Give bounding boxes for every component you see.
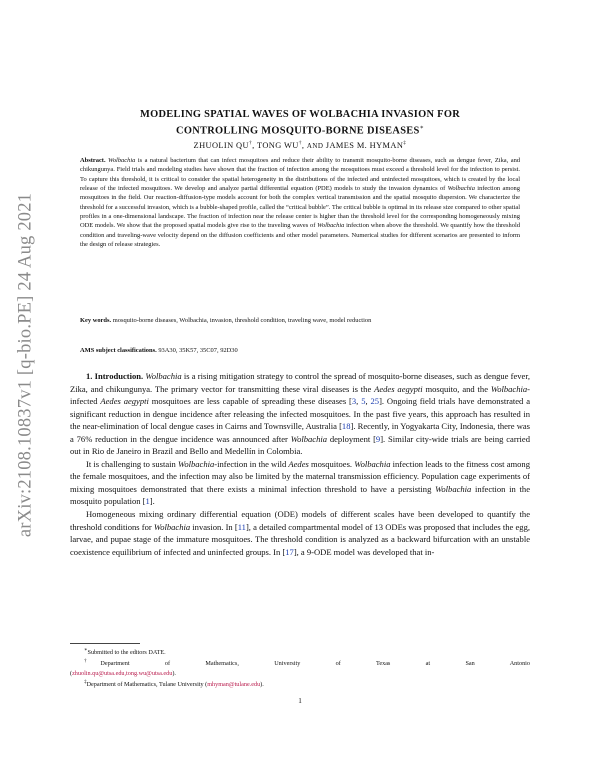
footnote-text: Department of Mathematics, University of Texas at San Antonio <box>100 660 530 668</box>
title-footnote-marker: ∗ <box>419 124 424 131</box>
body-term: Wolbachia <box>354 458 391 469</box>
ams-codes: 93A30, 35K57, 35C07, 92D30 <box>156 347 238 354</box>
body-term: Aedes aegypti <box>100 396 149 407</box>
abstract-label: Abstract. <box>80 157 106 164</box>
body-term: Wolbachia <box>435 483 472 494</box>
page-number: 1 <box>298 697 302 705</box>
body-text: is a rising mitigation strategy to control the spread of mosquito-borne diseases, such as dengue fever, Zika, and chikungunya. The primary vector for transmitting these viral diseases is the <box>70 371 530 394</box>
body-text: ]. Recently, in Yogyakarta City, Indonesia, there was a 76% reduction in the dengue incidence was announced after <box>70 421 530 444</box>
arxiv-identifier-stamp <box>6 170 46 560</box>
author-and: AND <box>306 141 324 150</box>
author-hyman-marker: ‡ <box>403 140 407 146</box>
abstract-text: infection when above the threshold. We quantify how the threshold condition and traveling-wave velocity depend on the diffusion coefficients and other model parameters. Numerical studies for different scenarios are presented to inform the design of release strategies. <box>80 222 520 249</box>
citation-link[interactable]: 9 <box>375 433 381 444</box>
footnote-utsa-emails <box>70 669 530 678</box>
body-text: ], a detailed compartmental model of 13 ODEs was proposed that includes the egg, larvae, and pupae stage of the immature mosquitoes. The threshold condition is analyzed as a backward bifurcation with an unstable coexistence equilibrium of infected and uninfected groups. In [ <box>70 521 530 557</box>
body-text: deployment [ <box>327 433 376 444</box>
footnote-utsa-affiliation <box>70 657 530 668</box>
intro-paragraph-1 <box>70 370 530 458</box>
citation-link[interactable]: 17 <box>285 546 294 557</box>
body-term: Wolbachia <box>178 458 215 469</box>
footnote-marker: ‡ <box>84 679 87 686</box>
body-term: Wolbachia <box>290 433 328 444</box>
intro-paragraph-3 <box>70 508 530 558</box>
footnote-text: ). <box>260 681 264 689</box>
abstract <box>80 156 520 249</box>
body-term: Wolbachia <box>153 521 191 532</box>
author-separator: , <box>252 140 257 150</box>
author-qu-marker: † <box>248 140 253 146</box>
body-text: , <box>365 396 371 407</box>
abstract-term: Wolbachia <box>447 185 475 193</box>
abstract-term: Wolbachia <box>108 157 136 164</box>
body-text: ]. <box>149 496 155 507</box>
intro-paragraph-2 <box>70 458 530 508</box>
author-qu: ZHUOLIN QU <box>193 140 249 150</box>
body-text: ]. Similar city-wide trials are being carried out in Rio de Janeiro in Brazil and Bello and Medellín in Colombia. <box>70 433 530 457</box>
body-term: Aedes <box>288 458 309 469</box>
body-term: Wolbachia <box>490 383 528 394</box>
author-wu: TONG WU <box>256 140 299 150</box>
body-term: Wolbachia <box>145 371 182 381</box>
body-text: Homogeneous mixing ordinary differential equation (ODE) models of different scales have been developed to quantify the threshold conditions for <box>70 509 530 532</box>
body-term: Aedes aegypti <box>374 383 423 394</box>
footnote-text: Submitted to the editors DATE. <box>87 649 166 657</box>
abstract-text: infection among mosquitoes in the field. Our reaction-diffusion-type models account for both the complex vertical transmission and the spatial mosquito dispersion. We characterize the threshold for a successful invasion, which is a bubble-shaped profile, called the “critical bubble”. The critical bubble is optimal in its release size compared to other spatial profiles in a one-dimensional landscape. The fraction of infection near the release center is higher than the threshold level for the corresponding homogeneously mixing ODE models. We show that the proposed spatial models give rise to the traveling waves of <box>80 185 520 230</box>
body-text: ]. Ongoing field trials have demonstrated a significant reduction in dengue incidence after releasing the infected mosquitoes. In the past five years, this approach has resulted in the near-elimination of local dengue cases in Cairns and Townsville, Australia [ <box>70 396 530 432</box>
body-text: -infected <box>70 383 530 407</box>
email-link[interactable]: zhuolin.qu@utsa.edu,tong.wu@utsa.edu <box>72 669 173 677</box>
paper-title <box>70 109 530 137</box>
body-text: invasion. In [ <box>190 521 238 532</box>
author-wu-marker: † <box>298 140 302 146</box>
footnote-tulane-affiliation <box>70 678 530 689</box>
author-list <box>70 140 530 150</box>
keywords <box>80 316 520 325</box>
citation-link[interactable]: 5 <box>361 396 366 407</box>
title-line-1: MODELING SPATIAL WAVES OF WOLBACHIA INVASION FOR <box>139 109 461 120</box>
footnote-text: Department of Mathematics, Tulane University ( <box>86 681 208 689</box>
abstract-text: is a natural bacterium that can infect mosquitoes and reduce their ability to transmit mosquito-borne diseases, such as dengue fever, Zika, and chikungunya. Field trials and modeling studies have shown that the fraction of infection among the mosquitoes must exceed a threshold level for the infection to persist. To capture this threshold, it is critical to consider the spatial heterogeneity in the distributions of the infected and uninfected mosquitoes, which is created by the local release of the infected mosquitoes. We develop and analyze partial differential equation (PDE) models to study the invasion dynamics of <box>80 157 521 193</box>
keywords-text: mosquito-borne diseases, Wolbachia, invasion, threshold condition, traveling wave, model reduction <box>111 317 372 324</box>
footnote-text: ( <box>70 669 73 677</box>
footnote-rule <box>70 643 140 644</box>
email-link[interactable]: mhyman@tulane.edu <box>207 681 261 689</box>
section-heading: 1. Introduction. <box>86 371 144 381</box>
footnote-marker: † <box>84 658 101 665</box>
citation-link[interactable]: 18 <box>341 421 351 432</box>
body-text: mosquito, and the <box>422 383 491 394</box>
ams-classifications <box>80 346 520 355</box>
author-hyman: JAMES M. HYMAN <box>325 140 404 150</box>
footnote-submitted <box>70 646 530 657</box>
body-text: It is challenging to sustain <box>86 458 178 469</box>
footnotes <box>70 646 530 690</box>
arxiv-stamp-text: arXiv:2108.10837v1 [q-bio.PE] 24 Aug 2021 <box>15 192 36 538</box>
keywords-label: Key words. <box>80 317 112 324</box>
introduction-section <box>70 370 530 558</box>
citation-link[interactable]: 3 <box>351 396 357 407</box>
body-text: mosquitoes. <box>308 458 355 469</box>
title-line-2: CONTROLLING MOSQUITO-BORNE DISEASES <box>176 124 420 136</box>
citation-link[interactable]: 1 <box>145 496 150 507</box>
citation-link[interactable]: 11 <box>237 521 246 532</box>
footnote-marker: ∗ <box>84 647 88 653</box>
body-text: , <box>356 396 362 407</box>
body-text: mosquitoes are less capable of spreading these diseases [ <box>148 396 352 407</box>
author-separator: , <box>301 140 307 150</box>
citation-link[interactable]: 25 <box>370 396 380 407</box>
ams-label: AMS subject classifications. <box>80 347 157 354</box>
body-text: infection in the mosquito population [ <box>70 483 530 507</box>
footnote-text: ). <box>172 669 176 677</box>
body-text: -infection in the wild <box>214 458 289 469</box>
abstract-term: Wolbachia <box>317 222 345 230</box>
body-text: ], a 9-ODE model was developed that in- <box>293 546 435 557</box>
body-text: infection leads to the fitness cost among the female mosquitoes, and the infection may also be limited by the maternal transmission efficiency. Population cage experiments of mixing mosquitoes demonstrated that there exists a minimal infection threshold to have a persisting <box>70 458 530 494</box>
